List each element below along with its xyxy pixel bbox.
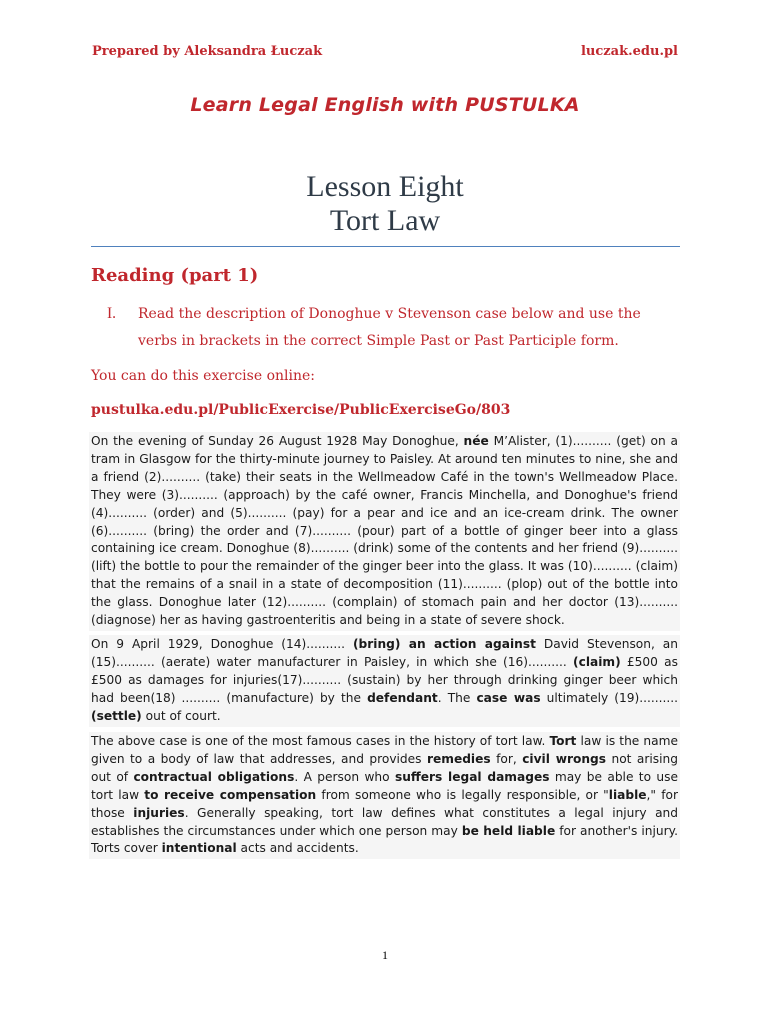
instruction-text: Read the description of Donoghue v Stevenson case below and use the verbs in brackets in the correct Simple Past or Past Participle form. [138, 306, 641, 349]
page-number: 1 [382, 948, 388, 962]
story-paragraph-2: On 9 April 1929, Donoghue (14).......... (bring) an action against David Stevenson, an (15).......... (aerate) water manufacturer in Paisley, in which she (16).......... (claim) £500 as £500 as damages for injuries(17).......... (sustain) by her through drinking ginger beer which had been(18) .......... (manufacture) by the defendant. The case was ultimately (19).......... (settle) out of court. [89, 635, 680, 727]
lesson-title [0, 170, 770, 238]
story-paragraph-1: On the evening of Sunday 26 August 1928 May Donoghue, née M’Alister, (1).......... (get) on a tram in Glasgow for the thirty-minute journey to Paisley. At around ten minutes to nine, she and a friend (2).......... (take) their seats in the Wellmeadow Café in the town's Wellmeadow Place. They were (3).......... (approach) by the café owner, Francis Minchella, and Donoghue's friend (4).......... (order) and (5).......... (pay) for a pear and ice and an ice-cream drink. The owner (6).......... (bring) the order and (7).......... (pour) part of a bottle of ginger beer into a glass containing ice cream. Donoghue (8).......... (drink) some of the contents and her friend (9).......... (lift) the bottle to pour the remainder of the ginger beer into the glass. It was (10).......... (claim) that the remains of a snail in a state of decomposition (11).......... (plop) out of the bottle into the glass. Donoghue later (12).......... (complain) of stomach pain and her doctor (13).......... (diagnose) her as having gastroenteritis and being in a state of severe shock. [89, 432, 680, 631]
lesson-number: Lesson Eight [306, 170, 464, 203]
tort-explanation-paragraph: The above case is one of the most famous cases in the history of tort law. Tort law is the name given to a body of law that addresses, and provides remedies for, civil wrongs not arising out of contractual obligations. A person who suffers legal damages may be able to use tort law to receive compensation from someone who is legally responsible, or "liable," for those injuries. Generally speaking, tort law defines what constitutes a legal injury and establishes the circumstances under which one person may be held liable for another's injury. Torts cover intentional acts and accidents. [89, 732, 680, 859]
header-website[interactable]: luczak.edu.pl [580, 44, 678, 59]
instruction-number: I. [107, 305, 117, 322]
lesson-topic: Tort Law [329, 204, 441, 237]
title-divider [91, 246, 680, 247]
section-heading: Reading (part 1) [91, 265, 259, 286]
series-title: Learn Legal English with PUSTULKA [190, 94, 580, 116]
exercise-link[interactable]: pustulka.edu.pl/PublicExercise/PublicExerciseGo/803 [91, 402, 511, 418]
online-note: You can do this exercise online: [91, 368, 315, 384]
header-author: Prepared by Aleksandra Łuczak [92, 44, 323, 59]
